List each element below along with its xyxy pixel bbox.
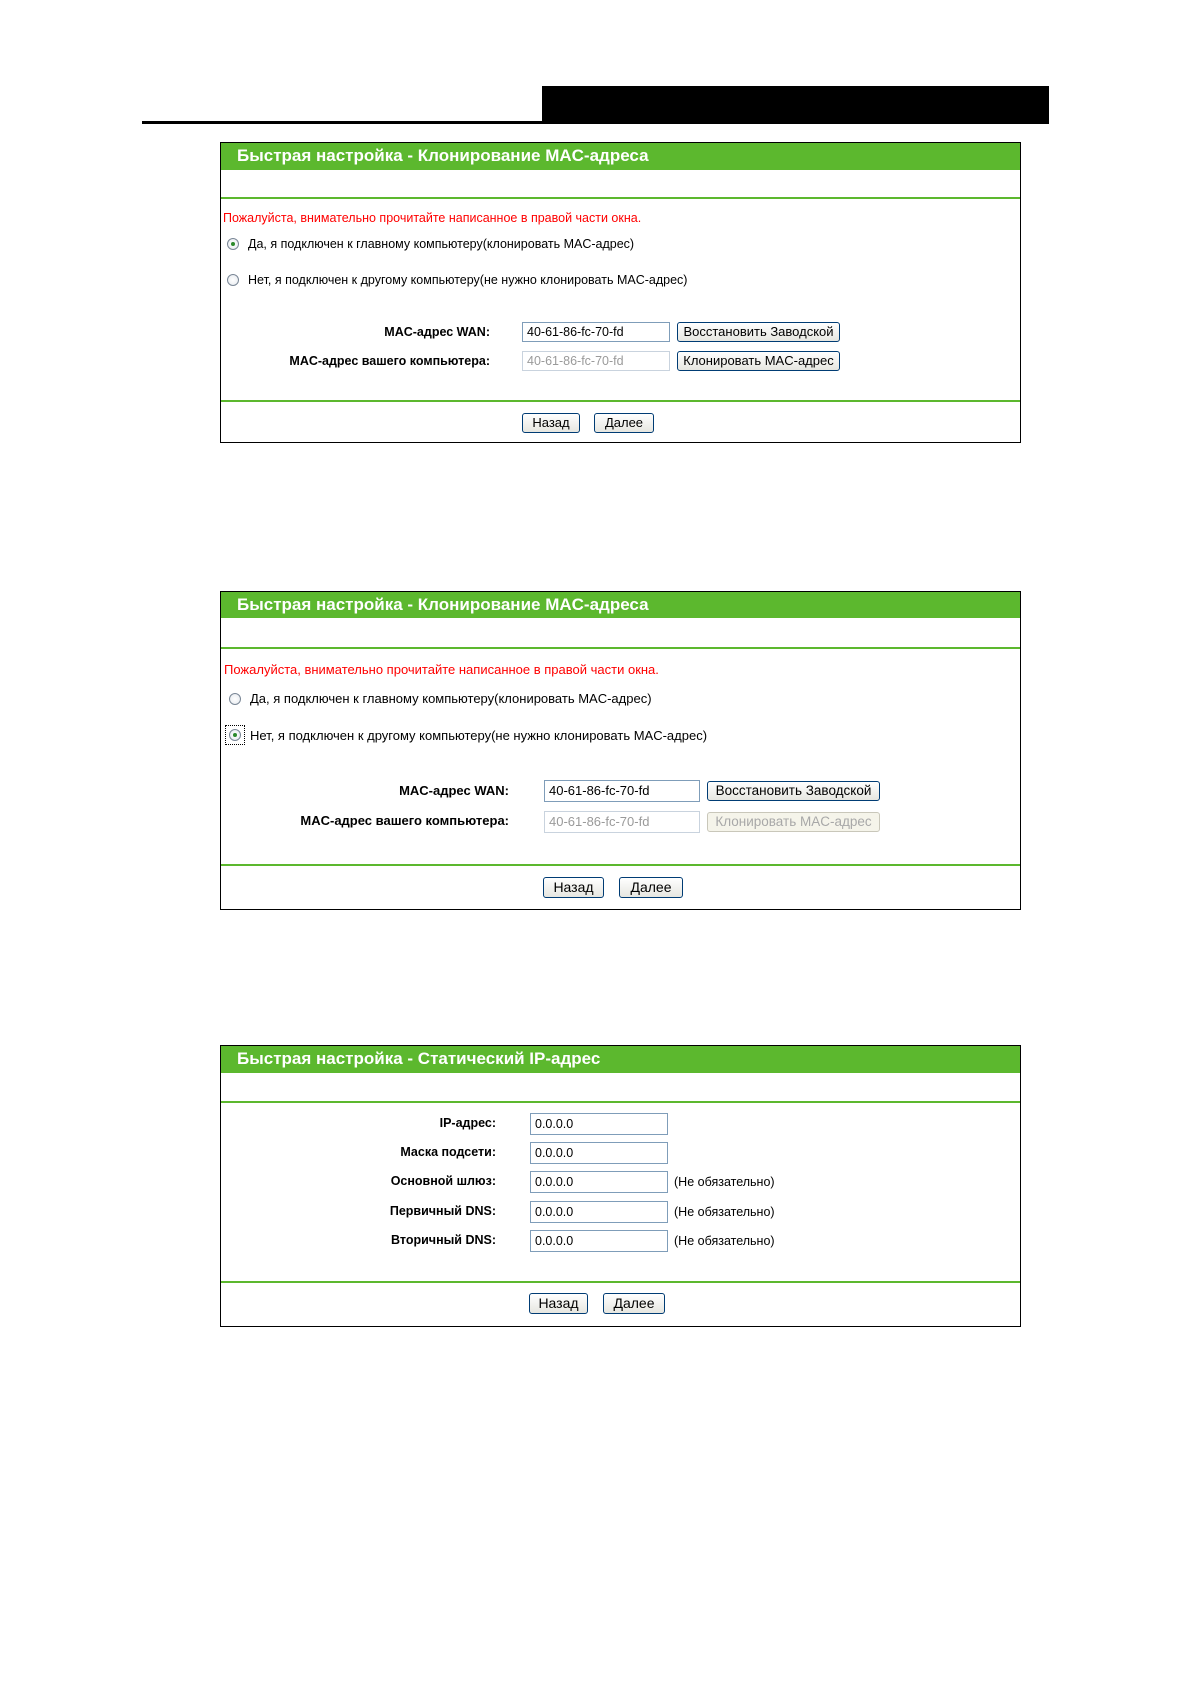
option-no-label: Нет, я подключен к другому компьютеру(не нужно клонировать MAC-адрес)	[250, 727, 708, 743]
optional-note: (Не обязательно)	[674, 1234, 775, 1248]
restore-factory-button[interactable]: Восстановить Заводской	[707, 781, 880, 801]
field-label: Основной шлюз:	[390, 1174, 496, 1188]
option-yes-label: Да, я подключен к главному компьютеру(клонировать MAC-адрес)	[250, 691, 652, 706]
subnet-mask-input[interactable]: 0.0.0.0	[530, 1142, 668, 1164]
next-button[interactable]: Далее	[594, 413, 654, 433]
panel-mac-clone-no	[220, 591, 1021, 910]
field-label: IP-адрес:	[439, 1116, 496, 1130]
default-gateway-input[interactable]: 0.0.0.0	[530, 1171, 668, 1193]
wan-mac-label: MAC-адрес WAN:	[399, 783, 509, 798]
secondary-dns-input[interactable]: 0.0.0.0	[530, 1230, 668, 1252]
field-label: Первичный DNS:	[389, 1204, 496, 1218]
primary-dns-input[interactable]: 0.0.0.0	[530, 1201, 668, 1223]
separator	[221, 197, 1020, 199]
pc-mac-label: MAC-адрес вашего компьютера:	[289, 354, 490, 368]
next-button[interactable]: Далее	[619, 877, 683, 898]
radio-yes[interactable]	[229, 693, 241, 705]
warning-text: Пожалуйста, внимательно прочитайте написанное в правой части окна.	[223, 211, 642, 225]
header-rule	[142, 121, 1049, 124]
radio-no[interactable]	[229, 729, 241, 741]
separator	[221, 647, 1020, 649]
optional-note: (Не обязательно)	[674, 1205, 775, 1219]
ip-address-input[interactable]: 0.0.0.0	[530, 1113, 668, 1135]
radio-focus-outline	[225, 725, 245, 745]
warning-text: Пожалуйста, внимательно прочитайте написанное в правой части окна.	[224, 662, 659, 677]
wan-mac-label: MAC-адрес WAN:	[384, 325, 490, 339]
optional-note: (Не обязательно)	[674, 1175, 775, 1189]
back-button[interactable]: Назад	[522, 413, 580, 433]
separator	[221, 864, 1020, 866]
field-label: Вторичный DNS:	[391, 1233, 496, 1247]
separator	[221, 1101, 1020, 1103]
clone-mac-button: Клонировать MAC-адрес	[707, 812, 880, 832]
wan-mac-input[interactable]: 40-61-86-fc-70-fd	[544, 780, 700, 802]
panel-title: Быстрая настройка - Статический IP-адрес	[221, 1046, 1020, 1073]
panel-title: Быстрая настройка - Клонирование MAC-адреса	[221, 592, 1020, 618]
option-no-label: Нет, я подключен к другому компьютеру(не нужно клонировать MAC-адрес)	[248, 273, 688, 287]
wan-mac-input[interactable]: 40-61-86-fc-70-fd	[522, 322, 670, 342]
next-button[interactable]: Далее	[603, 1293, 665, 1314]
radio-yes[interactable]	[227, 238, 239, 250]
option-yes-row[interactable]	[227, 237, 634, 251]
pc-mac-input: 40-61-86-fc-70-fd	[522, 351, 670, 371]
pc-mac-input: 40-61-86-fc-70-fd	[544, 811, 700, 833]
panel-static-ip	[220, 1045, 1021, 1327]
panel-title: Быстрая настройка - Клонирование MAC-адреса	[221, 143, 1020, 170]
option-yes-row[interactable]	[229, 691, 652, 706]
option-no-row[interactable]	[229, 725, 707, 745]
clone-mac-button[interactable]: Клонировать MAC-адрес	[677, 351, 840, 371]
restore-factory-button[interactable]: Восстановить Заводской	[677, 322, 840, 342]
option-yes-label: Да, я подключен к главному компьютеру(клонировать MAC-адрес)	[248, 237, 635, 251]
separator	[221, 1281, 1020, 1283]
panel-mac-clone-yes	[220, 142, 1021, 443]
back-button[interactable]: Назад	[543, 877, 604, 898]
option-no-row[interactable]	[227, 273, 687, 287]
back-button[interactable]: Назад	[529, 1293, 588, 1314]
pc-mac-label: MAC-адрес вашего компьютера:	[300, 813, 509, 828]
separator	[221, 400, 1020, 402]
field-label: Маска подсети:	[400, 1145, 496, 1159]
radio-no[interactable]	[227, 274, 239, 286]
header-black-bar	[542, 86, 1049, 124]
